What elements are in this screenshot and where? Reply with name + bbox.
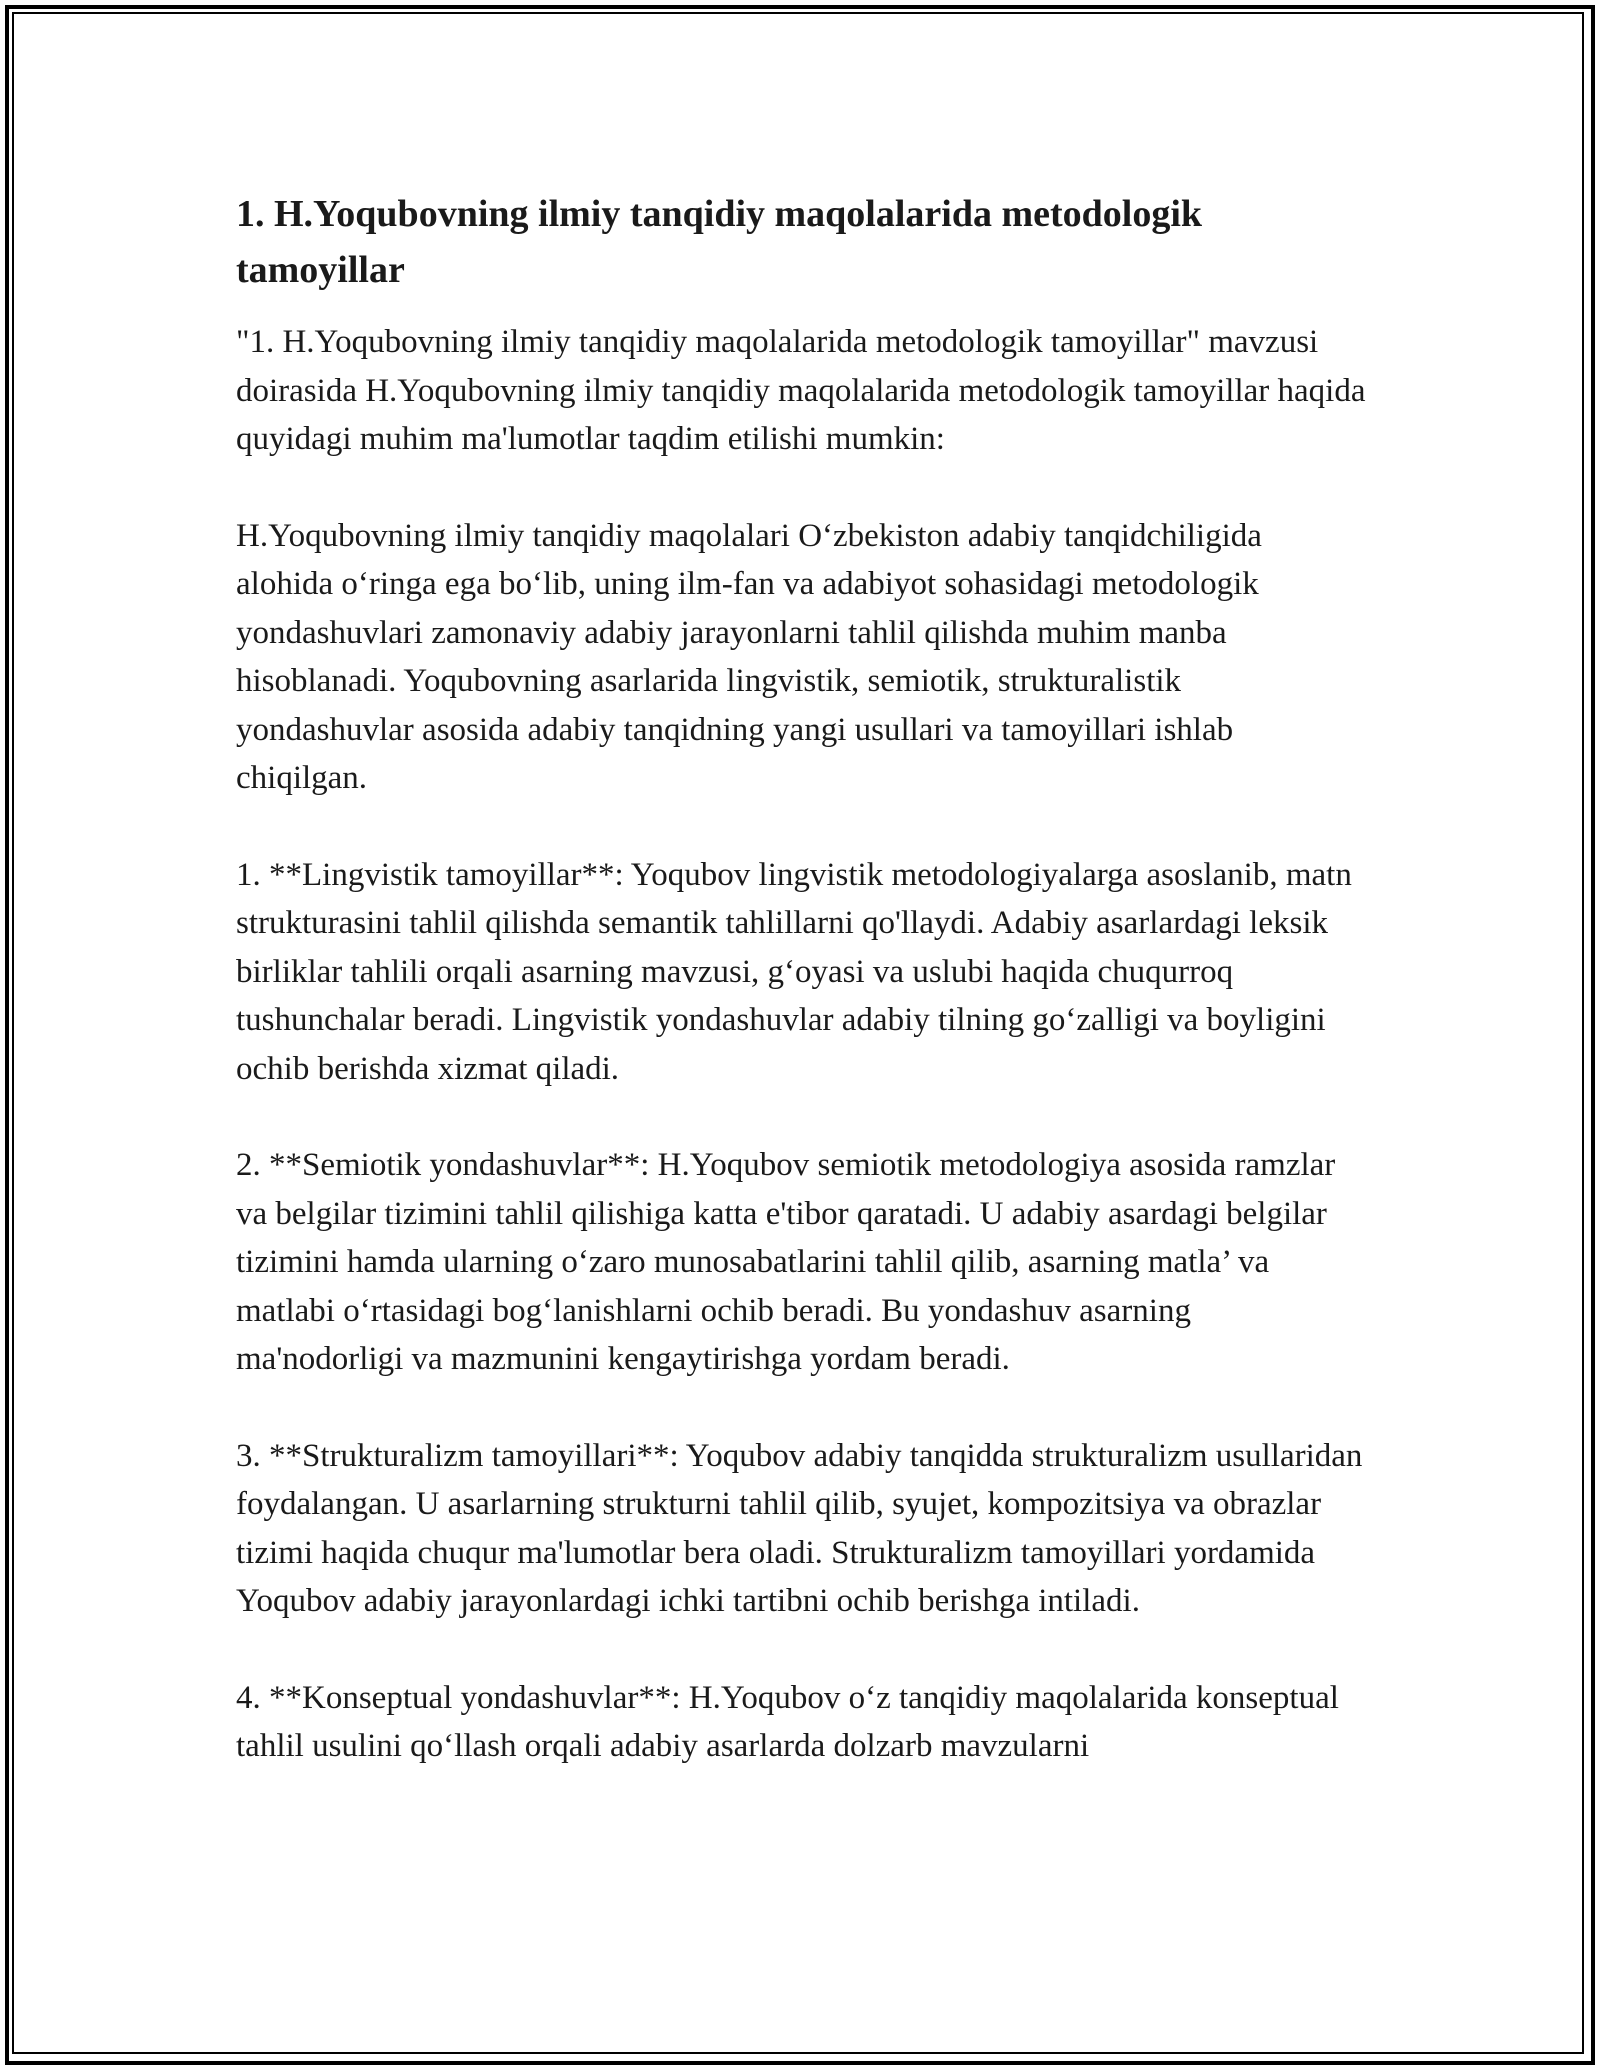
intro-paragraph: "1. H.Yoqubovning ilmiy tanqidiy maqolalarida metodologik tamoyillar" mavzusi doirasida H.Yoqubovning ilmiy tanqidiy maqolalarida metodologik tamoyillar haqida quyidagi muhim ma'lumotlar taqdim etilishi mumkin: <box>236 324 1366 457</box>
lingvistik-paragraph: 1. **Lingvistik tamoyillar**: Yoqubov lingvistik metodologiyalarga asoslanib, matn strukturasini tahlil qilishda semantik tahlillarni qo'llaydi. Adabiy asarlardagi leksik birliklar tahlili orqali asarning mavzusi, g‘oyasi va uslubi haqida chuqurroq tushunchalar beradi. Lingvistik yondashuvlar adabiy tilning go‘zalligi va boyligini ochib berishda xizmat qiladi. <box>236 856 1352 1087</box>
document-body <box>236 186 1366 1819</box>
konseptual-paragraph: 4. **Konseptual yondashuvlar**: H.Yoqubov o‘z tanqidiy maqolalarida konseptual tahlil usulini qo‘llash orqali adabiy asarlarda dolzarb mavzularni <box>236 1679 1339 1764</box>
semiotik-paragraph: 2. **Semiotik yondashuvlar**: H.Yoqubov semiotik metodologiya asosida ramzlar va belgilar tizimini tahlil qilishiga katta e'tibor qaratadi. U adabiy asardagi belgilar tizimini hamda ularning o‘zaro munosabatlarini tahlil qilib, asarning matla’ va matlabi o‘rtasidagi bog‘lanishlarni ochib beradi. Bu yondashuv asarning ma'nodorligi va mazmunini kengaytirishga yordam beradi. <box>236 1147 1336 1377</box>
strukturalizm-paragraph: 3. **Strukturalizm tamoyillari**: Yoqubov adabiy tanqidda strukturalizm usullaridan foydalangan. U asarlarning strukturni tahlil qilib, syujet, kompozitsiya va obrazlar tizimi haqida chuqur ma'lumotlar bera oladi. Strukturalizm tamoyillari yordamida Yoqubov adabiy jarayonlardagi ichki tartibni ochib berishga intiladi. <box>236 1437 1363 1619</box>
document-title: 1. H.Yoqubovning ilmiy tanqidiy maqolalarida metodologik tamoyillar <box>236 193 1203 291</box>
overview-paragraph: H.Yoqubovning ilmiy tanqidiy maqolalari O‘zbekiston adabiy tanqidchiligida alohida o‘ringa ega bo‘lib, uning ilm-fan va adabiyot sohasidagi metodologik yondashuvlari zamonaviy adabiy jarayonlarni tahlil qilishda muhim manba hisoblanadi. Yoqubovning asarlarida lingvistik, semiotik, strukturalistik yondashuvlar asosida adabiy tanqidning yangi usullari va tamoyillari ishlab chiqilgan. <box>236 517 1262 796</box>
